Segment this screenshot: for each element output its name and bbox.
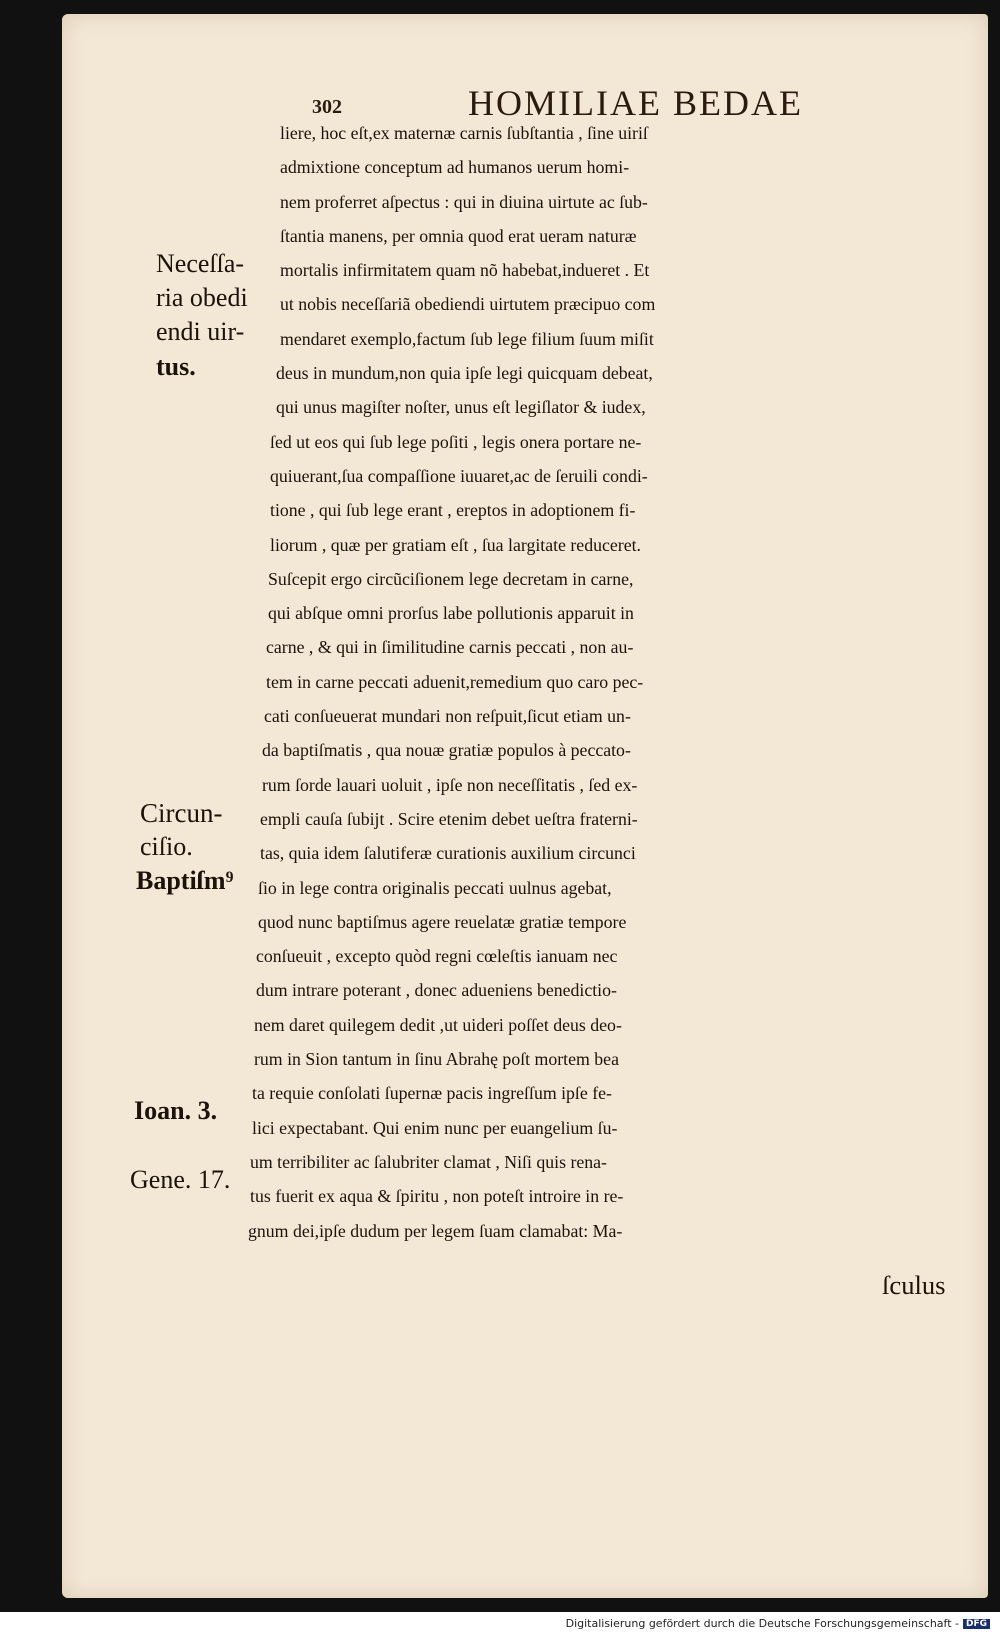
margin-note: ciſio. xyxy=(140,832,193,861)
text-line: ſtantia manens, per omnia quod erat ueram naturæ xyxy=(280,225,637,246)
text-line: Suſcepit ergo circũciſionem lege decretam in carne, xyxy=(268,568,634,589)
text-line: ut nobis neceſſariã obediendi uirtutem præcipuo com xyxy=(280,294,656,315)
margin-note: endi uir- xyxy=(156,317,245,346)
text-line: admixtione conceptum ad humanos uerum homi- xyxy=(280,157,630,178)
text-line: nem daret quilegem dedit ,ut uideri poſſet deus deo- xyxy=(254,1014,622,1035)
text-line: rum ſorde lauari uoluit , ipſe non neceſſitatis , ſed ex- xyxy=(262,774,638,795)
text-line: carne , & qui in ſimilitudine carnis peccati , non au- xyxy=(266,637,634,658)
text-line: quiuerant,ſua compaſſione iuuaret,ac de ſeruili condi- xyxy=(270,465,648,486)
text-line: qui unus magiſter noſter, unus eſt legiſlator & iudex, xyxy=(276,397,646,418)
page-number: 302 xyxy=(312,96,342,118)
text-line: empli cauſa ſubijt . Scire etenim debet ueſtra fraterni- xyxy=(260,808,638,829)
text-line: rum in Sion tantum in ſinu Abrahę poſt mortem bea xyxy=(254,1049,619,1070)
text-line: nem proferret aſpectus : qui in diuina uirtute ac ſub- xyxy=(280,191,648,212)
text-line: liorum , quæ per gratiam eſt , ſua largitate reduceret. xyxy=(270,534,641,555)
text-line: mendaret exemplo,factum ſub lege filium ſuum miſit xyxy=(280,328,654,349)
margin-note: Baptiſm⁹ xyxy=(136,866,234,895)
margin-note: Ioan. 3. xyxy=(134,1096,218,1125)
digitization-credit xyxy=(566,1617,990,1630)
text-line: um terribiliter ac ſalubriter clamat , Niſi quis rena- xyxy=(250,1151,607,1172)
text-line: qui abſque omni prorſus labe pollutionis apparuit in xyxy=(268,603,634,624)
margin-note: Gene. 17. xyxy=(130,1165,231,1194)
text-line: lici expectabant. Qui enim nunc per euangelium ſu- xyxy=(252,1117,618,1138)
margin-note: Circun- xyxy=(140,798,223,828)
text-line: conſueuit , excepto quòd regni cœleſtis ianuam nec xyxy=(256,946,618,967)
text-line: tus fuerit ex aqua & ſpiritu , non poteſt introire in re- xyxy=(250,1186,624,1207)
margin-note: ria obedi xyxy=(156,283,248,312)
text-line: tas, quia idem ſalutiferæ curationis auxilium circunci xyxy=(260,843,636,864)
text-line: tione , qui ſub lege erant , ereptos in adoptionem fi- xyxy=(270,500,636,521)
body-text xyxy=(248,116,960,1248)
text-line: dum intrare poterant , donec adueniens benedictio- xyxy=(256,980,617,1001)
text-line: mortalis infirmitatem quam nõ habebat,indueret . Et xyxy=(280,260,650,281)
text-line: tem in carne peccati aduenit,remedium quo caro pec- xyxy=(266,671,644,692)
catchword: ſculus xyxy=(882,1270,946,1300)
text-line: ſio in lege contra originalis peccati uulnus agebat, xyxy=(258,877,612,898)
text-line: gnum dei,ipſe dudum per legem ſuam clamabat: Ma- xyxy=(248,1220,623,1241)
running-title: HOMILIAE BEDAE xyxy=(468,83,803,123)
text-line: cati conſueuerat mundari non reſpuit,ſicut etiam un- xyxy=(264,706,631,727)
margin-note: Neceſſa- xyxy=(156,249,245,278)
margin-note: tus. xyxy=(156,352,196,381)
dfg-logo: DFG xyxy=(963,1619,990,1629)
text-line: ſed ut eos qui ſub lege poſiti , legis onera portare ne- xyxy=(270,431,642,452)
text-line: quod nunc baptiſmus agere reuelatæ gratiæ tempore xyxy=(258,911,627,932)
credit-text: Digitalisierung gefördert durch die Deutsche Forschungsgemeinschaft - xyxy=(565,1617,959,1630)
text-line: liere, hoc eſt,ex maternæ carnis ſubſtantia , ſine uiriſ xyxy=(280,123,648,143)
text-line: deus in mundum,non quia ipſe legi quicquam debeat, xyxy=(276,363,653,384)
text-line: da baptiſmatis , qua nouæ gratiæ populos à peccato- xyxy=(262,740,631,761)
text-line: ta requie conſolati ſupernæ pacis ingreſſum ipſe fe- xyxy=(252,1083,612,1104)
